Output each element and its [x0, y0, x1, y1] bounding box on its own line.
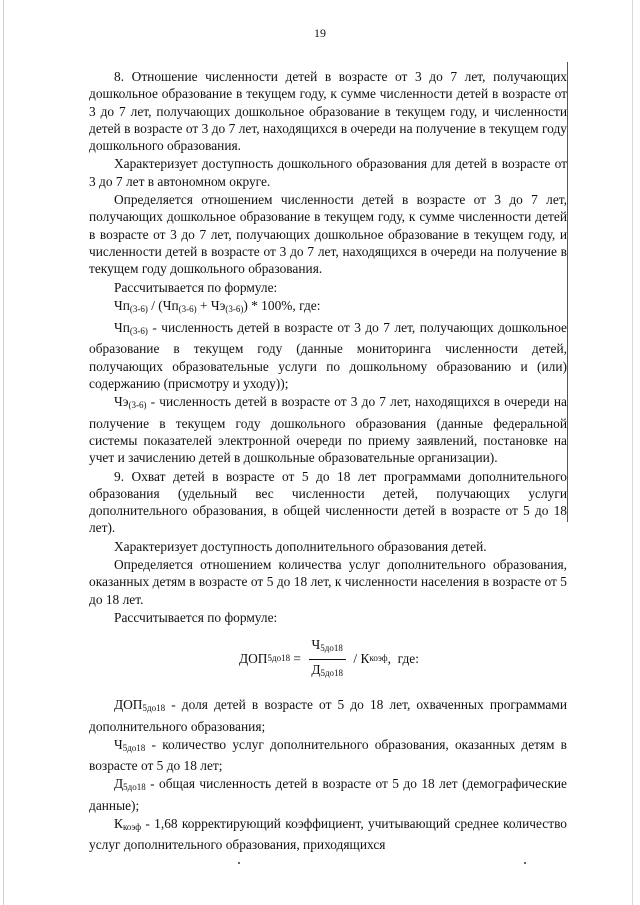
paragraph-formula-intro-1: Рассчитывается по формуле: — [114, 279, 278, 295]
fraction-denominator: $Д_{5до18}$ — [311, 661, 344, 678]
scan-right-edge — [632, 0, 633, 905]
formula-preschool: $Чп_{(3-6)} / (Чп_{(3-6)} + Чэ_{(3-6)}) * 100\%$, где: — [114, 297, 321, 314]
definition-dop: $ДОП_{5до18}$ - доля детей в возрасте от 5 до 18 лет, охваченных программами дополнительного образования; — [89, 697, 567, 734]
paragraph-indicator-9: 9. Охват детей в возрасте от 5 до 18 лет программами дополнительного образования (удельный вес численности детей, получающих услуги дополнительного образования, в общей численности детей в возрасте от 5 до 18 лет). — [89, 468, 567, 536]
definition-k: $К_{коэф} - 1,68$ корректирующий коэффициент, учитывающий среднее количество услуг дополнительного образования, приходящихся — [89, 815, 567, 853]
document-body — [89, 68, 567, 854]
paragraph-indicator-8: 8. Отношение численности детей в возрасте от 3 до 7 лет, получающих дошкольное образование в текущем году, к сумме численности детей в возрасте от 3 до 7 лет, получающих дошкольное образование в текущем году, и численности детей в возрасте от 3 до 7 лет, находящихся в очереди на получение в текущем году дошкольного образования. — [89, 69, 567, 154]
paragraph-characterizes-additional: Характеризует доступность дополнительного образования детей. — [114, 538, 487, 554]
fraction-numerator: $Ч_{5до18}$ — [309, 636, 346, 659]
paragraph-defined-additional: Определяется отношением количества услуг дополнительного образования, оказанных детям в возрасте от 5 до 18 лет, к численности населения в возрасте от 5 до 18 лет. — [89, 557, 567, 607]
formula-fraction — [308, 636, 346, 682]
scan-left-edge — [3, 0, 4, 905]
definition-ch: $Ч_{5до18}$ - количество услуг дополнительного образования, оказанных детям в возрасте от 5 до 18 лет; — [89, 736, 567, 774]
definition-che: $Чэ_{(3-6)}$ - численность детей в возрасте от 3 до 7 лет, находящихся в очереди на получение в текущем году дошкольного образования (данные федеральной системы показателей электронной очереди по приему заявлений, постановке на учет и зачислению детей в дошкольные образовательные организации). — [89, 394, 567, 466]
formula-expression: ДОП 5до18 = $\frac{Ч_{5до18}}{Д_{5до18}}$ / К коэф , где: — [239, 636, 419, 682]
paragraph-formula-intro-2: Рассчитывается по формуле: — [114, 609, 278, 625]
formula-additional — [89, 630, 567, 692]
margin-rule — [567, 62, 568, 522]
definition-d: $Д_{5до18}$ - общая численность детей в возрасте от 5 до 18 лет (демографические данные); — [89, 776, 567, 813]
scan-speck — [524, 862, 526, 864]
scan-speck — [238, 862, 240, 864]
paragraph-characterizes-preschool: Характеризует доступность дошкольного образования для детей в возрасте от 3 до 7 лет в автономном округе. — [89, 156, 567, 189]
definition-chp: $Чп_{(3-6)}$ - численность детей в возрасте от 3 до 7 лет, получающих дошкольное образование в текущем году (данные мониторинга численности детей, получающих образовательные услуги по дошкольному образованию и (или) содержанию (присмотру и уходу)); — [89, 320, 567, 392]
paragraph-defined-preschool: Определяется отношением численности детей в возрасте от 3 до 7 лет, получающих дошкольное образование в текущем году, к сумме численности детей в возрасте от 3 до 7 лет, получающих дошкольное образование в текущем году, и численности детей в возрасте от 3 до 7 лет, находящихся в очереди на получение в текущем году дошкольного образования. — [89, 192, 567, 277]
page-number: 19 — [314, 26, 326, 40]
